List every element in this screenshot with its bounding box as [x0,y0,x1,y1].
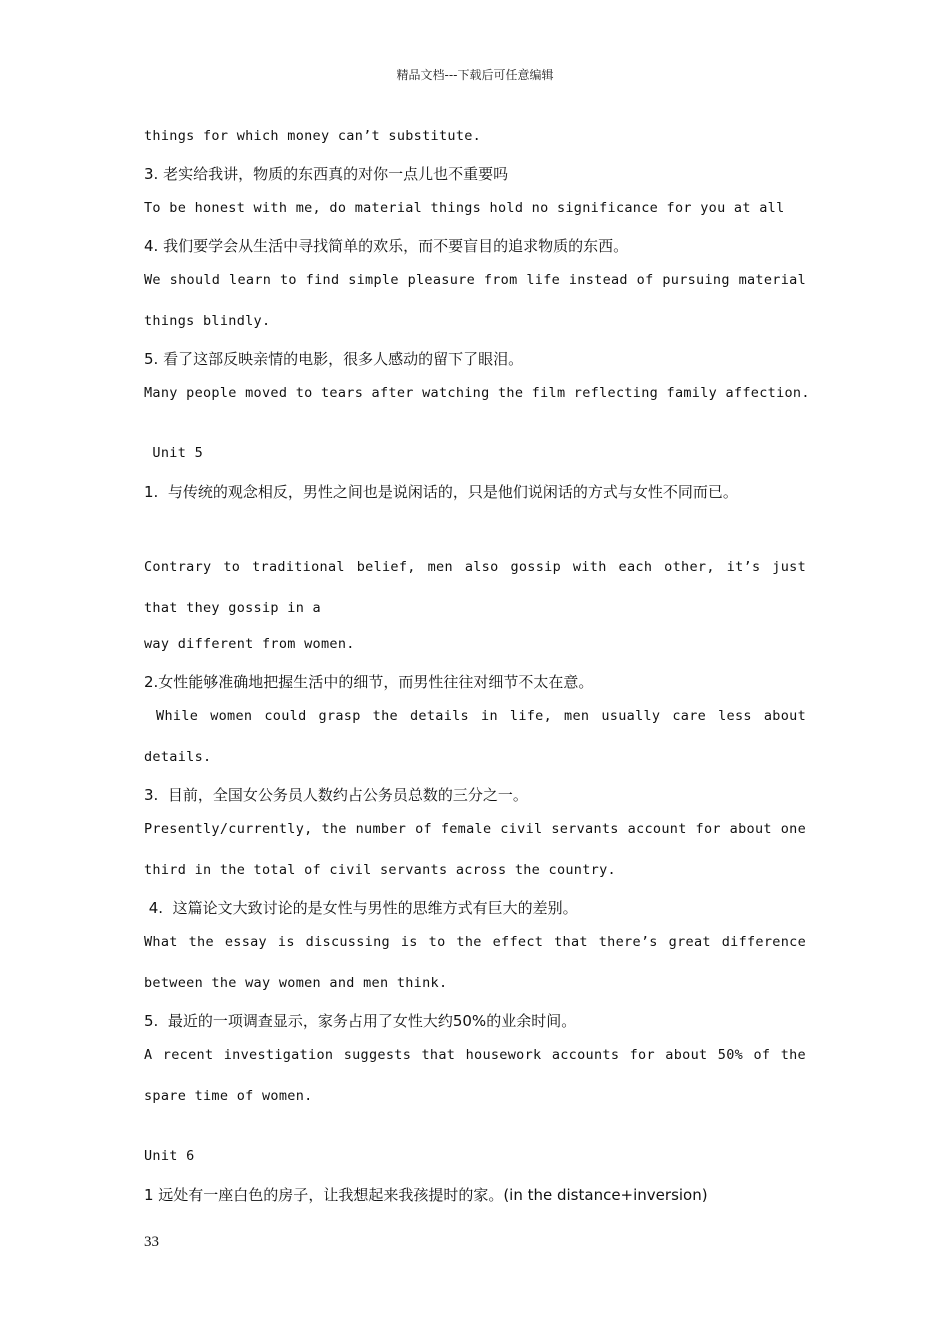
text-line: details. [144,749,212,765]
text-line: things for which money can’t substitute. [144,128,482,144]
text-line: 2.女性能够准确地把握生活中的细节，而男性往往对细节不太在意。 [144,673,594,691]
text-line: between the way women and men think. [144,975,448,991]
text-line: third in the total of civil servants across the country. [144,862,616,878]
text-line: To be honest with me, do material things hold no significance for you at all [144,200,785,216]
text-line: way different from women. [144,636,355,652]
text-line: We should learn to find simple pleasure from life instead of pursuing material [144,272,806,288]
page-number: 33 [144,1234,159,1250]
page-header: 精品文档---下载后可任意编辑 [396,68,554,82]
unit-heading: Unit 5 [144,445,203,461]
text-line: 4. 我们要学会从生活中寻找简单的欢乐，而不要盲目的追求物质的东西。 [144,237,629,255]
text-line: What the essay is discussing is to the effect that there’s great difference [144,934,806,950]
text-line: 5. 看了这部反映亲情的电影，很多人感动的留下了眼泪。 [144,350,524,368]
text-line: 1 远处有一座白色的房子，让我想起来我孩提时的家。(in the distance+inversion) [144,1186,708,1204]
text-line: Many people moved to tears after watching the film reflecting family affection. [144,385,810,401]
text-line: things blindly. [144,313,271,329]
text-line: that they gossip in a [144,600,321,616]
text-line: 5. 最近的一项调查显示，家务占用了女性大约50%的业余时间。 [144,1012,577,1030]
text-line: Presently/currently, the number of female civil servants account for about one [144,821,806,837]
unit-heading: Unit 6 [144,1148,195,1164]
text-line: While women could grasp the details in life, men usually care less about [144,708,806,724]
text-line: A recent investigation suggests that housework accounts for about 50% of the [144,1047,806,1063]
text-line: 3. 目前，全国女公务员人数约占公务员总数的三分之一。 [144,786,528,804]
text-line: Contrary to traditional belief, men also gossip with each other, it’s just [144,559,806,575]
text-line: 4. 这篇论文大致讨论的是女性与男性的思维方式有巨大的差别。 [144,899,578,917]
text-line: spare time of women. [144,1088,313,1104]
text-line: 1. 与传统的观念相反，男性之间也是说闲话的，只是他们说闲话的方式与女性不同而已。 [144,483,738,501]
text-line: 3. 老实给我讲，物质的东西真的对你一点儿也不重要吗 [144,165,509,183]
